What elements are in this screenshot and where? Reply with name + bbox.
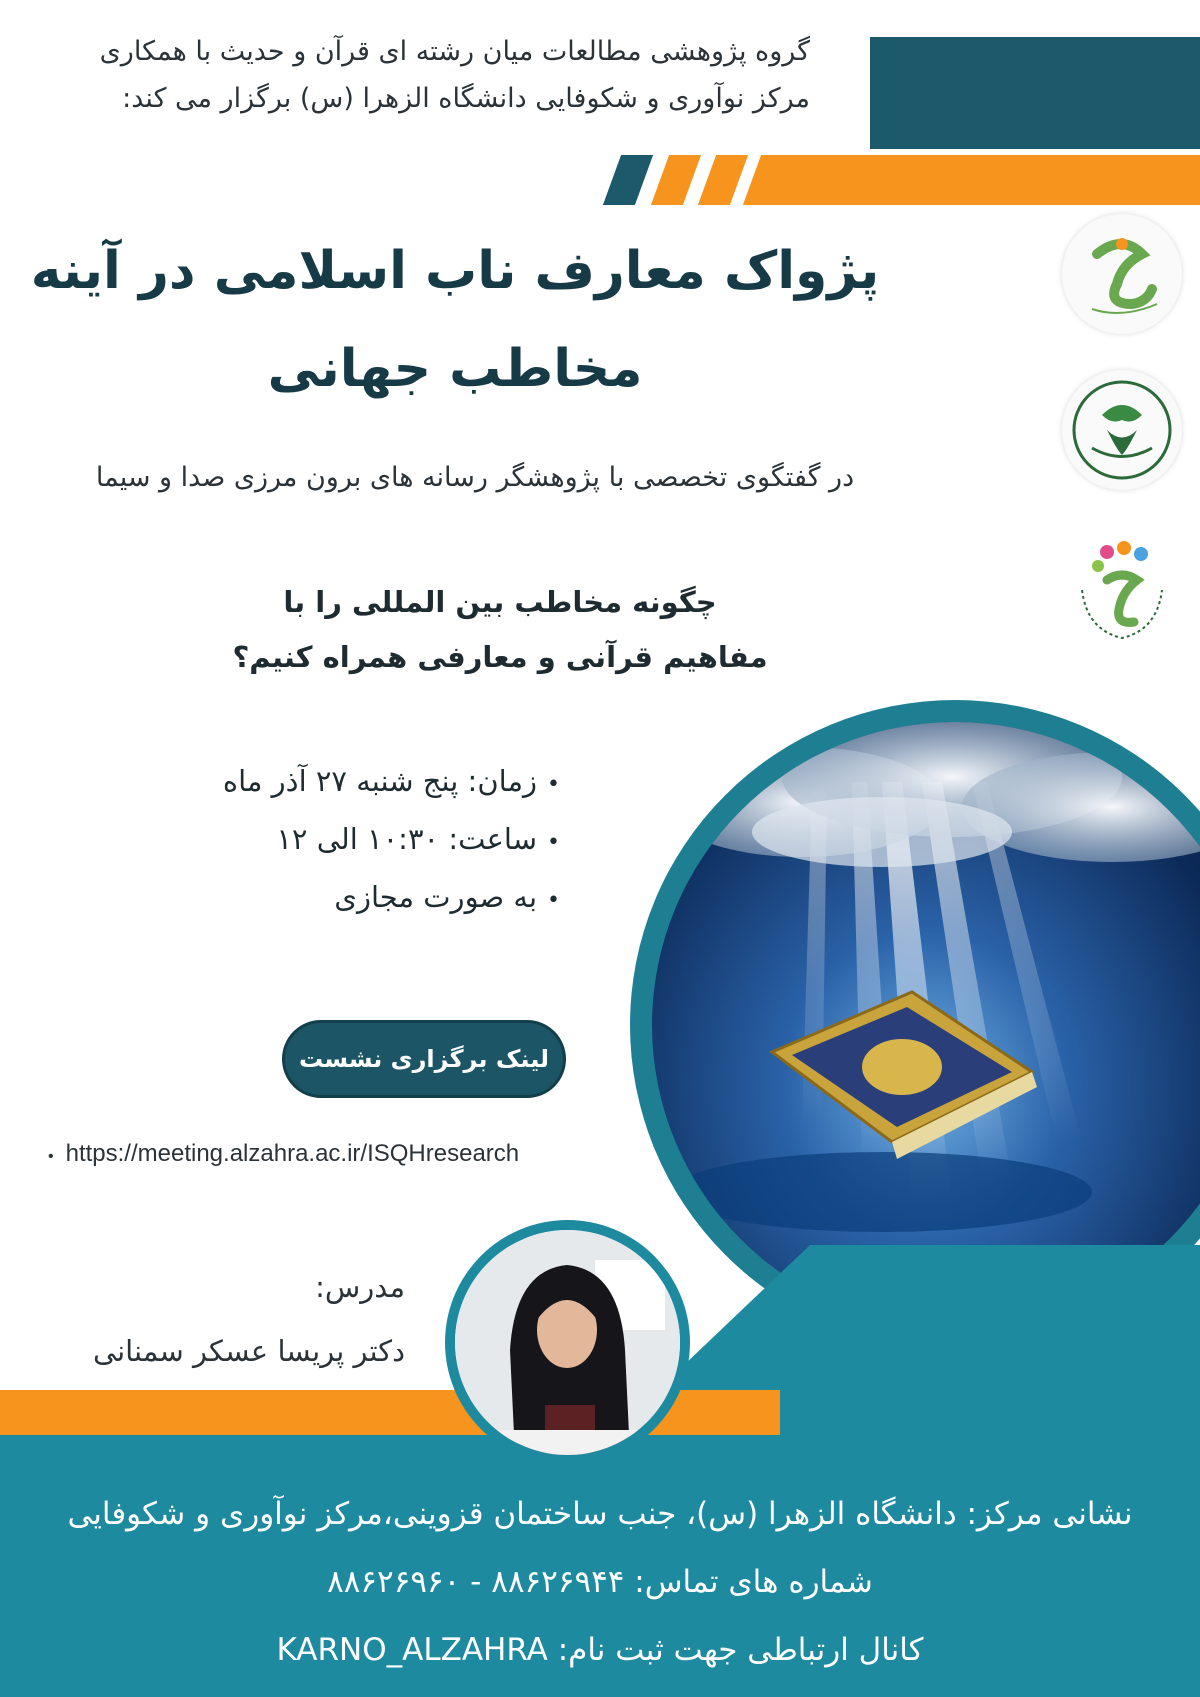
organizer-intro — [40, 28, 810, 122]
meeting-url[interactable] — [48, 1140, 519, 1168]
detail-text: ساعت: ۱۰:۳۰ الی ۱۲ — [276, 822, 538, 856]
bullet-icon: • — [547, 830, 560, 855]
footer-address: نشانی مرکز: دانشگاه الزهرا (س)، جنب ساختمان قزوینی،مرکز نوآوری و شکوفایی — [67, 1496, 1133, 1532]
detail-time — [140, 752, 560, 810]
question-line: چگونه مخاطب بین المللی را با — [283, 585, 717, 619]
event-question — [220, 575, 780, 685]
event-title — [20, 222, 890, 418]
teacher-name: دکتر پریسا عسکر سمنانی — [92, 1334, 405, 1368]
innovation-center-logo-icon — [1062, 370, 1182, 490]
interdisciplinary-group-logo-icon — [1062, 530, 1182, 650]
stripe-decoration — [698, 155, 748, 205]
event-details — [140, 752, 560, 926]
stripe-decoration — [651, 155, 701, 205]
teacher-info — [60, 1255, 405, 1383]
detail-hour — [140, 810, 560, 868]
meeting-link-button[interactable]: لینک برگزاری نشست — [282, 1020, 566, 1098]
url-text[interactable]: https://meeting.alzahra.ac.ir/ISQHresearch — [65, 1140, 520, 1167]
teacher-portrait — [455, 1230, 680, 1455]
detail-format — [140, 868, 560, 926]
bullet-icon: • — [547, 772, 560, 797]
intro-line: مرکز نوآوری و شکوفایی دانشگاه الزهرا (س) برگزار می کند: — [122, 83, 810, 114]
teacher-label: مدرس: — [315, 1270, 405, 1304]
intro-line: گروه پژوهشی مطالعات میان رشته ای قرآن و حدیث با همکاری — [99, 36, 810, 67]
detail-text: به صورت مجازی — [334, 880, 538, 914]
bullet-icon: • — [547, 888, 560, 913]
top-dark-bar — [870, 37, 1200, 149]
bullet-icon: • — [48, 1148, 54, 1165]
footer-phones: شماره های تماس: ۸۸۶۲۶۹۴۴ - ۸۸۶۲۶۹۶۰ — [327, 1564, 873, 1600]
top-orange-bar — [770, 155, 1200, 205]
footer-channel: کانال ارتباطی جهت ثبت نام: KARNO_ALZAHRA — [276, 1632, 924, 1668]
event-subtitle: در گفتگوی تخصصی با پژوهشگر رسانه های برون مرزی صدا و سیما — [95, 462, 855, 493]
alzahra-university-logo-icon — [1062, 214, 1182, 334]
title-line: پژواک معارف ناب اسلامی در آینه — [30, 241, 880, 301]
detail-text: زمان: پنج شنبه ۲۷ آذر ماه — [222, 764, 538, 798]
question-line: مفاهیم قرآنی و معارفی همراه کنیم؟ — [232, 640, 768, 674]
footer-contact — [0, 1480, 1200, 1684]
stripe-decoration — [603, 155, 653, 205]
title-line: مخاطب جهانی — [267, 339, 643, 399]
